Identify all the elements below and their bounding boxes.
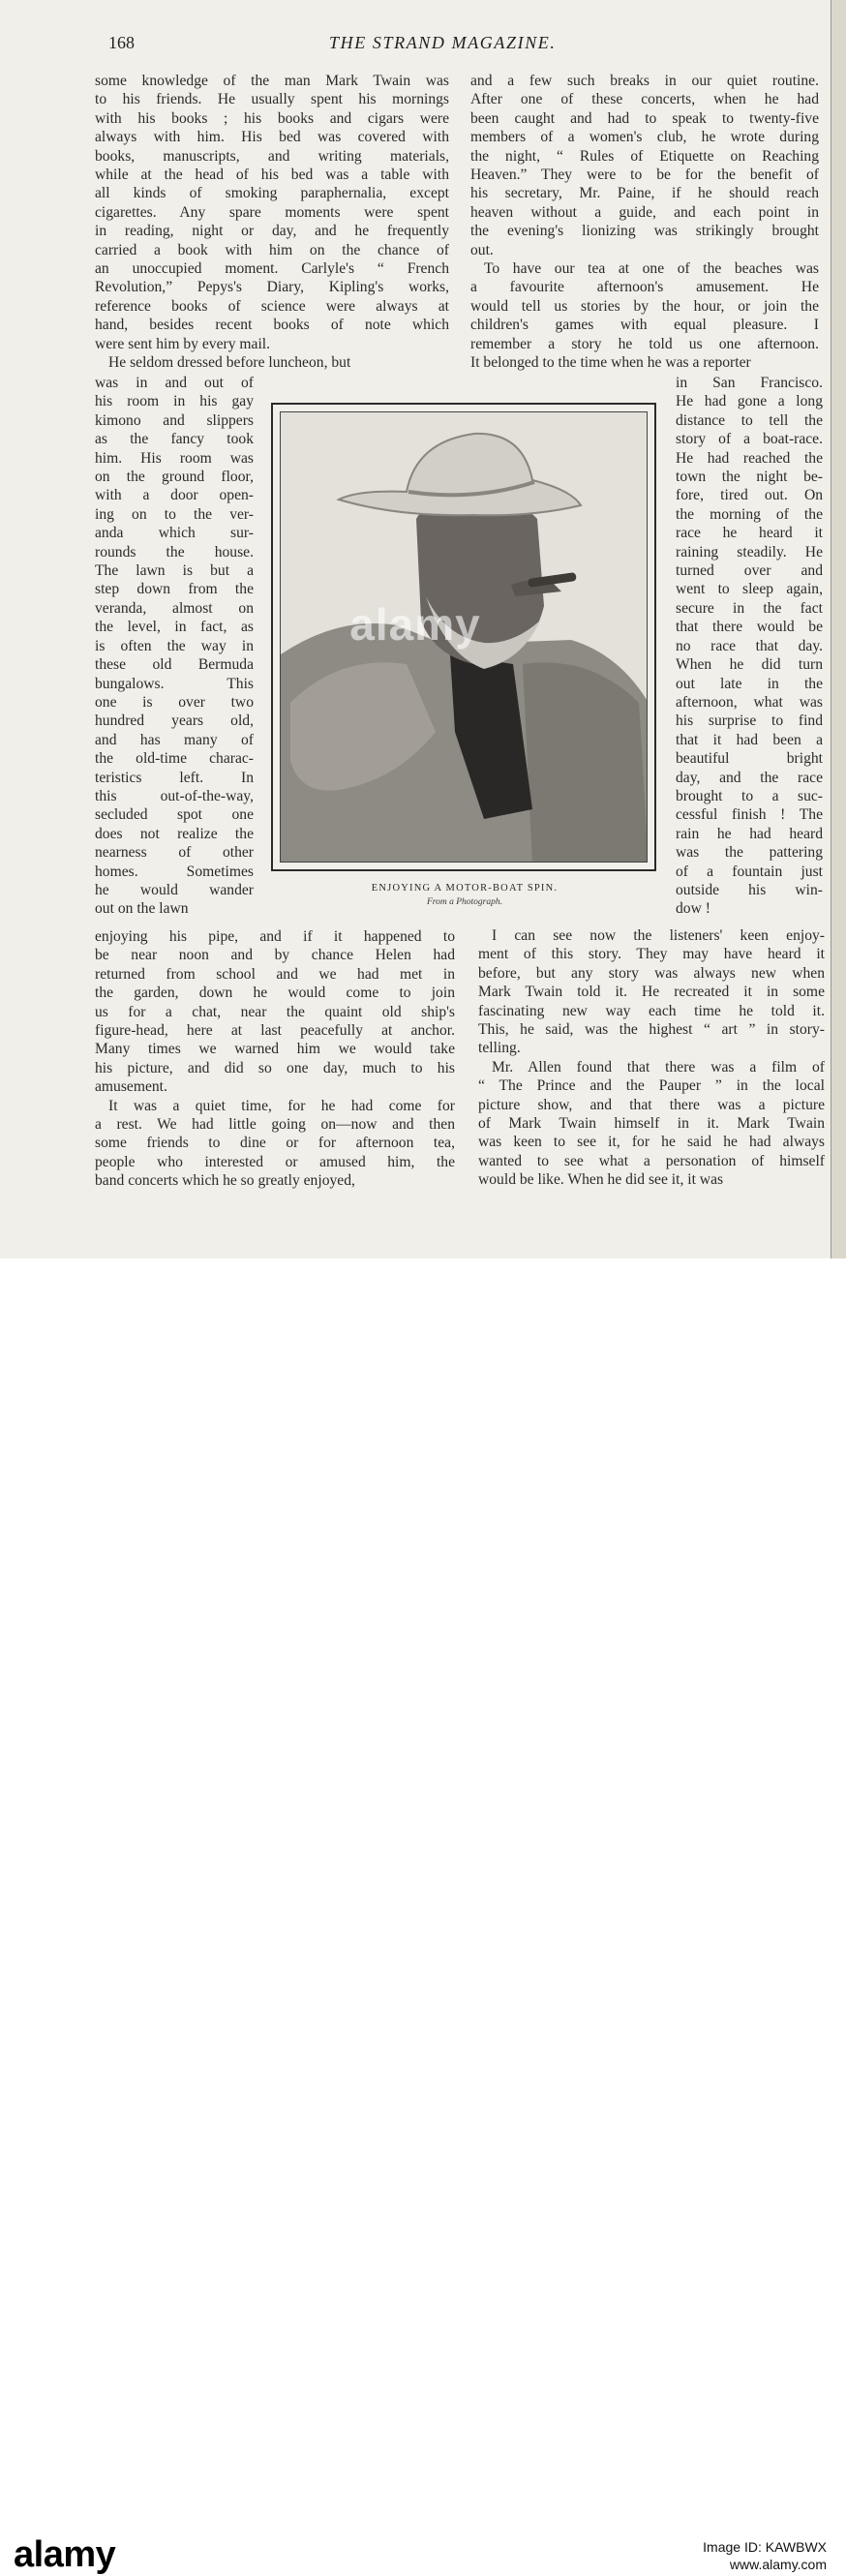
text-line: This, he said, was the highest “ art ” in story- (478, 1021, 825, 1039)
image-meta (703, 2538, 827, 2573)
text-line: remember a story he told us one afternoon. (470, 335, 819, 352)
text-line: afternoon, what was (676, 693, 823, 711)
magazine-page (0, 0, 846, 1258)
text-line: were sent him by every mail. (95, 335, 271, 352)
text-line: “ The Prince and the Pauper ” in the local (478, 1077, 825, 1095)
text-line: in San Francisco. (676, 375, 823, 391)
right-column-bottom (478, 926, 825, 1190)
right-column-narrow (676, 374, 823, 919)
text-line: Revolution,” Pepys's Diary, Kipling's works, (95, 279, 449, 296)
text-line: of Mark Twain himself in it. Mark Twain (478, 1115, 825, 1133)
text-line: the evening's lionizing was strikingly brought (470, 223, 819, 240)
running-head: THE STRAND MAGAZINE. (329, 33, 557, 52)
text-line: his secretary, Mr. Paine, if he should reach (470, 185, 819, 202)
text-line: to his friends. He usually spent his mornings (95, 91, 449, 108)
text-line: turned over and (676, 562, 823, 580)
text-line: picture show, and that there was a picture (478, 1096, 825, 1113)
text-line: amusement. (95, 1078, 167, 1096)
text-line: a favourite afternoon's amusement. He (470, 279, 819, 296)
text-line: books, manuscripts, and writing materials, (95, 147, 449, 165)
text-line: the night, “ Rules of Etiquette on Reaching (470, 147, 819, 165)
text-line: story of a boat-race. (676, 431, 823, 448)
portrait-photo (280, 411, 648, 863)
text-line: returned from school and we had met in (95, 965, 455, 983)
text-line: out. (470, 241, 494, 258)
text-line: reference books of science were always at (95, 297, 449, 315)
left-column-top (95, 72, 449, 373)
text-line: would tell us stories by the hour, or join the (470, 297, 819, 315)
text-line: one is over two (95, 693, 254, 711)
text-line: that it had been a (676, 731, 823, 748)
text-line: the old-time charac- (95, 750, 254, 768)
text-line: Heaven.” They were to be for the benefit of (470, 167, 819, 184)
site-url[interactable]: www.alamy.com (729, 2557, 827, 2572)
text-line: the level, in fact, as (95, 619, 254, 636)
text-line: and a few such breaks in our quiet routine. (470, 73, 819, 89)
text-line: no race that day. (676, 637, 823, 654)
text-line: these old Bermuda (95, 656, 254, 674)
text-line: nearness of other (95, 844, 254, 862)
text-line: cessful finish ! The (676, 806, 823, 824)
text-line: raining steadily. He (676, 543, 823, 561)
text-line: an unoccupied moment. Carlyle's “ French (95, 260, 449, 278)
photo-credit: From a Photograph. (426, 897, 503, 907)
text-line: ment of this story. They may have heard it (478, 946, 825, 963)
left-column-bottom (95, 927, 455, 1191)
text-line: He had reached the (676, 449, 823, 467)
text-line: secure in the fact (676, 599, 823, 617)
text-line: children's games with equal pleasure. I (470, 317, 819, 334)
text-line: that there would be (676, 619, 823, 636)
text-line: After one of these concerts, when he had (470, 91, 819, 108)
text-line: out late in the (676, 675, 823, 692)
text-line: out on the lawn (95, 900, 189, 918)
photo-frame (271, 403, 656, 871)
text-line: does not realize the (95, 825, 254, 842)
watermark-text: alamy (349, 599, 481, 650)
text-line: Mr. Allen found that there was a film of (492, 1058, 825, 1076)
text-line: the garden, down he would come to join (95, 985, 455, 1002)
stock-footer (0, 1258, 846, 2575)
text-line: in reading, night or day, and he frequently (95, 223, 449, 240)
page-edge (831, 0, 846, 1258)
text-line: hand, besides recent books of note which (95, 317, 449, 334)
text-line: the morning of the (676, 505, 823, 523)
text-line: distance to tell the (676, 411, 823, 429)
text-line: cigarettes. Any spare moments were spent (95, 203, 449, 221)
text-line: town the night be- (676, 469, 823, 486)
text-line: be near noon and by chance Helen had (95, 947, 455, 964)
text-line: while at the head of his bed was a table with (95, 167, 449, 184)
text-line: is often the way in (95, 637, 254, 654)
text-line: members of a women's club, he wrote during (470, 129, 819, 146)
text-line: this out-of-the-way, (95, 787, 254, 804)
text-line: day, and the race (676, 769, 823, 786)
text-line: with his books ; his books and cigars were (95, 109, 449, 127)
text-line: before, but any story was always new when (478, 964, 825, 982)
text-line: band concerts which he so greatly enjoyed, (95, 1172, 355, 1190)
text-line: step down from the (95, 581, 254, 598)
text-line: brought to a suc- (676, 787, 823, 804)
text-line: all kinds of smoking paraphernalia, except (95, 185, 449, 202)
text-line: race he heard it (676, 525, 823, 542)
text-line: his surprise to find (676, 712, 823, 730)
text-line: a rest. We had little going on—now and then (95, 1116, 455, 1134)
text-line: and has many of (95, 731, 254, 748)
text-line: with a door open- (95, 487, 254, 504)
text-line: would be like. When he did see it, it was (478, 1171, 724, 1189)
text-line: him. His room was (95, 449, 254, 467)
text-line: I can see now the listeners' keen enjoy- (492, 927, 825, 944)
text-line: enjoying his pipe, and if it happened to (95, 928, 455, 945)
text-line: He seldom dressed before luncheon, but (108, 354, 351, 372)
text-line: carried a book with him on the chance of (95, 241, 449, 258)
text-line: telling. (478, 1040, 521, 1057)
text-line: It was a quiet time, for he had come for (108, 1097, 455, 1114)
text-line: dow ! (676, 900, 710, 918)
right-column-top (470, 72, 819, 373)
text-line: was the pattering (676, 844, 823, 862)
image-id: Image ID: KAWBWX (703, 2539, 827, 2555)
text-line: outside his win- (676, 881, 823, 898)
text-line: as the fancy took (95, 431, 254, 448)
text-line: He had gone a long (676, 393, 823, 410)
text-line: homes. Sometimes (95, 863, 254, 880)
text-line: fore, tired out. On (676, 487, 823, 504)
text-line: hundred years old, (95, 712, 254, 730)
text-line: always with him. His bed was covered with (95, 129, 449, 146)
page-number: 168 (108, 33, 135, 52)
text-line: figure-head, here at last peacefully at anchor. (95, 1022, 455, 1040)
text-line: secluded spot one (95, 806, 254, 824)
text-line: To have our tea at one of the beaches was (484, 260, 819, 278)
text-line: on the ground floor, (95, 469, 254, 486)
text-line: us for a chat, near the quaint old ship's (95, 1003, 455, 1020)
text-line: anda which sur- (95, 525, 254, 542)
left-column-narrow (95, 374, 254, 919)
text-line: rounds the house. (95, 543, 254, 561)
text-line: The lawn is but a (95, 562, 254, 580)
text-line: veranda, almost on (95, 599, 254, 617)
text-line: some knowledge of the man Mark Twain was (95, 73, 449, 89)
text-line: was in and out of (95, 375, 254, 391)
photo-caption: ENJOYING A MOTOR-BOAT SPIN. (371, 883, 559, 894)
text-line: Many times we warned him we would take (95, 1041, 455, 1058)
text-line: teristics left. In (95, 769, 254, 786)
text-line: been caught and had to speak to twenty-five (470, 109, 819, 127)
alamy-logo[interactable]: alamy (14, 2534, 116, 2575)
text-line: beautiful bright (676, 750, 823, 768)
text-line: heaven without a guide, and each point in (470, 203, 819, 221)
text-line: kimono and slippers (95, 411, 254, 429)
text-line: his picture, and did so one day, much to his (95, 1059, 455, 1076)
text-line: went to sleep again, (676, 581, 823, 598)
text-line: wanted to see what a personation of himself (478, 1152, 825, 1169)
text-line: he would wander (95, 881, 254, 898)
text-line: It belonged to the time when he was a reporter (470, 354, 751, 372)
text-line: bungalows. This (95, 675, 254, 692)
text-line: people who interested or amused him, the (95, 1153, 455, 1170)
text-line: of a fountain just (676, 863, 823, 880)
text-line: ing on to the ver- (95, 505, 254, 523)
text-line: rain he had heard (676, 825, 823, 842)
text-line: his room in his gay (95, 393, 254, 410)
text-line: When he did turn (676, 656, 823, 674)
text-line: some friends to dine or for afternoon tea, (95, 1135, 455, 1152)
text-line: fascinating new way each time he told it. (478, 1002, 825, 1019)
text-line: Mark Twain told it. He recreated it in some (478, 984, 825, 1001)
text-line: was keen to see it, for he said he had always (478, 1134, 825, 1151)
